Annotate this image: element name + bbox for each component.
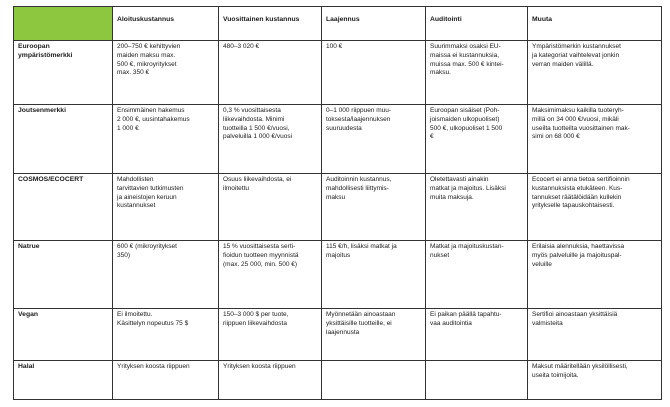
table-cell: Euroopan sisäiset (Poh- joismaiden ulkopuoliset) 500 €, ulkopuoliset 1 500 € [426, 105, 528, 174]
table-cell: 0,3 % vuosittaisesta liikevaihdosta. Minimi tuotteilla 1 500 €/vuosi, palveluilla 1 000 €/vuosi [219, 105, 322, 174]
table-row [14, 241, 662, 309]
table-cell: Mahdollisten tarvittavien tutkimusten ja aineistojen keruun kustannukset [113, 174, 219, 241]
table-cell: Yrityksen koosta riippuen [219, 361, 322, 400]
table-cell [426, 361, 528, 400]
table-cell: Yrityksen koosta riippuen [113, 361, 219, 400]
table-cell: 150–3 000 $ per tuote, riippuen liikevaihdosta [219, 309, 322, 361]
column-header-auditointi: Auditointi [426, 7, 528, 41]
row-header: Euroopan ympäristömerkki [14, 41, 113, 105]
column-header-laajennus: Laajennus [322, 7, 426, 41]
table-row [14, 41, 662, 105]
column-header-muuta: Muuta [528, 7, 662, 41]
row-header: COSMOS/ECOCERT [14, 174, 113, 241]
header-row [14, 7, 662, 41]
table-cell: Ei ilmoitettu. Käsittelyn nopeutus 75 $ [113, 309, 219, 361]
corner-cell [14, 7, 113, 41]
row-header: Natrue [14, 241, 113, 309]
table-cell: 100 € [322, 41, 426, 105]
table-cell: Ei paikan päällä tapahtu- vaa auditointia [426, 309, 528, 361]
table-row [14, 105, 662, 174]
table-cell: Ecocert ei anna tietoa sertifioinnin kustannuksista etukäteen. Kus- tannukset räätälöidään kullekin yritykselle tapauskohtaisesti. [528, 174, 662, 241]
table-cell: 600 € (mikroyritykset 350) [113, 241, 219, 309]
row-header: Vegan [14, 309, 113, 361]
table-cell: 0–1 000 riippuen muu- toksesta/laajennuksen suuruudesta [322, 105, 426, 174]
table-cell: Ympäristömerkin kustannukset ja kategoriat vaihtelevat jonkin verran maiden välillä. [528, 41, 662, 105]
table-cell: 480–3 020 € [219, 41, 322, 105]
table-cell: Oletettavasti ainakin matkat ja majoitus. Lisäksi muita maksuja. [426, 174, 528, 241]
column-header-aloituskustannus: Aloituskustannus [113, 7, 219, 41]
table-cell: Sertifioi ainoastaan yksittäisiä valmisteita [528, 309, 662, 361]
table-row [14, 309, 662, 361]
table-cell: Suurimmaksi osaksi EU- maissa ei kustannuksia, muissa max. 500 € kintei- maksu. [426, 41, 528, 105]
table-cell: 200–750 € kehittyvien maiden maksu max. 500 €, mikroyritykset max. 350 € [113, 41, 219, 105]
table-row [14, 361, 662, 400]
certification-cost-table [13, 6, 662, 400]
table-cell: Erilaisia alennuksia, haettavissa myös palveluille ja majoituspal- veluille [528, 241, 662, 309]
table-cell: Osuus liikevaihdosta, ei ilmoitettu [219, 174, 322, 241]
table-cell: Myönnetään ainoastaan yksittäisille tuotteille, ei laajennusta [322, 309, 426, 361]
table-cell: Auditoinnin kustannus, mahdollisesti liittymis- maksu [322, 174, 426, 241]
table-cell: Ensimmäinen hakemus 2 000 €, uusintahakemus 1 000 € [113, 105, 219, 174]
table-cell [322, 361, 426, 400]
column-header-vuosittainen-kustannus: Vuosittainen kustannus [219, 7, 322, 41]
row-header: Joutsenmerkki [14, 105, 113, 174]
table-cell: Maksimimaksu kaikilla tuoteryh- millä on 34 000 €/vuosi, mikäli useilta tuotteilta vuosittainen mak- simi on 68 000 € [528, 105, 662, 174]
table-cell: 115 €/h, lisäksi matkat ja majoitus [322, 241, 426, 309]
table-row [14, 174, 662, 241]
table-cell: Maksut määritellään yksilöllisesti, useita toimijoita. [528, 361, 662, 400]
table-cell: Matkat ja majoituskustan- nukset [426, 241, 528, 309]
table-cell: 15 % vuosittaisesta serti- fioidun tuotteen myynnistä (max. 25 000, min. 500 €) [219, 241, 322, 309]
row-header: Halal [14, 361, 113, 400]
